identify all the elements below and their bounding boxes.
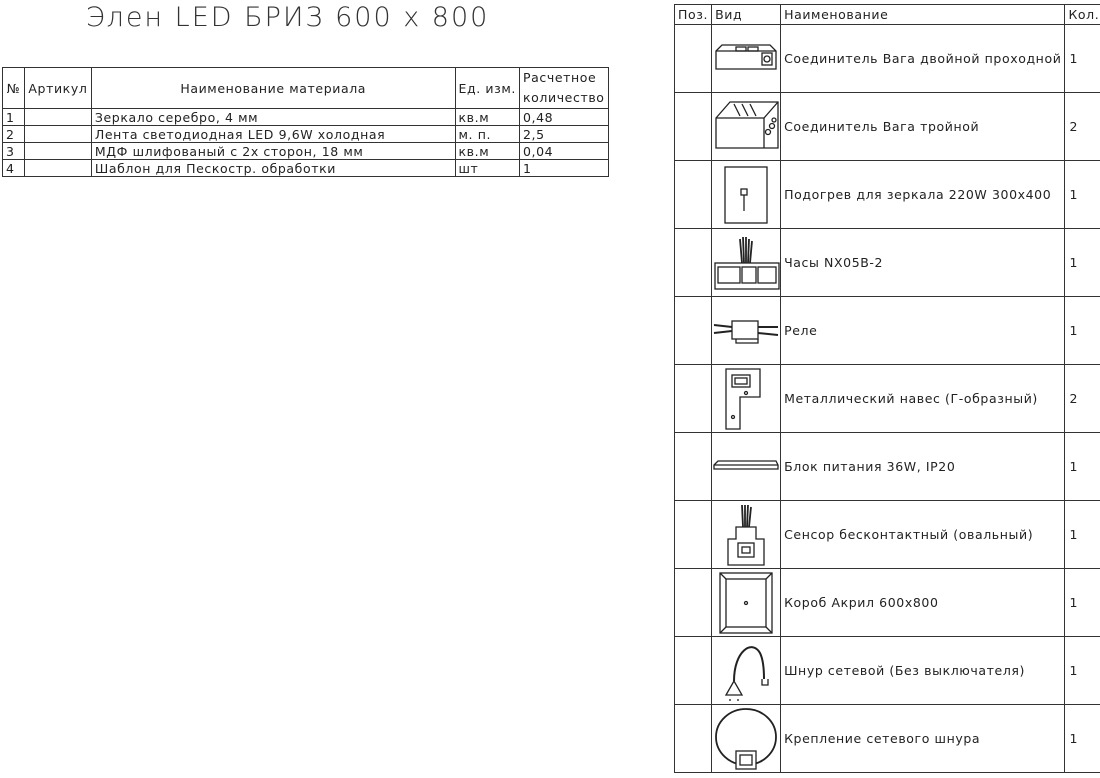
table-row: [675, 365, 1100, 433]
part-quantity: 2: [1065, 93, 1100, 161]
part-position: [675, 297, 712, 365]
part-name: Блок питания 36W, IP20: [781, 433, 1065, 501]
row-unit: кв.м: [455, 143, 519, 160]
part-quantity: 1: [1065, 297, 1100, 365]
row-material-name: Лента светодиодная LED 9,6W холодная: [91, 126, 455, 143]
row-article: [24, 126, 91, 143]
part-name: Часы NX05B-2: [781, 229, 1065, 297]
row-num: 4: [3, 160, 25, 177]
table-row: [675, 25, 1100, 93]
header-quantity-line2: количество: [522, 90, 605, 105]
part-quantity: 1: [1065, 25, 1100, 93]
part-name: Соединитель Вага тройной: [781, 93, 1065, 161]
part-name: Сенсор бесконтактный (овальный): [781, 501, 1065, 569]
part-quantity: 2: [1065, 365, 1100, 433]
part-quantity: 1: [1065, 161, 1100, 229]
power-supply-icon: [712, 437, 780, 497]
header-part-name: Наименование: [781, 5, 1065, 25]
touch-sensor-icon: [712, 503, 780, 567]
table-row: [675, 637, 1100, 705]
header-num: №: [3, 68, 25, 109]
header-position: Поз.: [675, 5, 712, 25]
part-name: Металлический навес (Г-образный): [781, 365, 1065, 433]
header-part-quantity: Кол.: [1065, 5, 1100, 25]
row-num: 1: [3, 109, 25, 126]
page-title: Элен LED БРИЗ 600 х 800: [85, 2, 490, 33]
row-num: 3: [3, 143, 25, 160]
part-position: [675, 365, 712, 433]
table-row: [3, 160, 609, 177]
row-article: [24, 143, 91, 160]
table-row: [3, 143, 609, 160]
metal-hanger-icon: [712, 367, 780, 431]
part-quantity: 1: [1065, 705, 1100, 773]
header-article: Артикул: [24, 68, 91, 109]
mirror-heater-icon: [712, 163, 780, 227]
part-name: Подогрев для зеркала 220W 300х400: [781, 161, 1065, 229]
relay-icon: [712, 301, 780, 361]
row-unit: кв.м: [455, 109, 519, 126]
part-position: [675, 161, 712, 229]
table-row: [3, 109, 609, 126]
part-quantity: 1: [1065, 433, 1100, 501]
row-article: [24, 109, 91, 126]
cord-clip-icon: [712, 707, 780, 771]
header-quantity-line1: Расчетное: [522, 70, 597, 85]
part-name: Крепление сетевого шнура: [781, 705, 1065, 773]
connector-double-icon: [712, 29, 780, 89]
table-row: [675, 501, 1100, 569]
parts-header-row: [675, 5, 1100, 25]
row-num: 2: [3, 126, 25, 143]
power-cord-icon: [712, 639, 780, 703]
header-view: Вид: [712, 5, 781, 25]
parts-table: [674, 4, 1100, 773]
row-quantity: 2,5: [519, 126, 608, 143]
part-position: [675, 229, 712, 297]
part-quantity: 1: [1065, 637, 1100, 705]
clock-icon: [712, 233, 780, 293]
table-row: [675, 705, 1100, 773]
part-name: Короб Акрил 600х800: [781, 569, 1065, 637]
part-position: [675, 569, 712, 637]
part-quantity: 1: [1065, 569, 1100, 637]
table-row: [675, 297, 1100, 365]
row-quantity: 1: [519, 160, 608, 177]
materials-header-row: [3, 68, 609, 109]
row-unit: шт: [455, 160, 519, 177]
part-quantity: 1: [1065, 501, 1100, 569]
part-position: [675, 637, 712, 705]
part-quantity: 1: [1065, 229, 1100, 297]
header-quantity: [519, 68, 608, 109]
part-name: Реле: [781, 297, 1065, 365]
header-unit: Ед. изм.: [455, 68, 519, 109]
table-row: [675, 93, 1100, 161]
part-position: [675, 93, 712, 161]
row-unit: м. п.: [455, 126, 519, 143]
row-quantity: 0,48: [519, 109, 608, 126]
header-material-name: Наименование материала: [91, 68, 455, 109]
part-name: Соединитель Вага двойной проходной: [781, 25, 1065, 93]
part-position: [675, 433, 712, 501]
table-row: [3, 126, 609, 143]
part-name: Шнур сетевой (Без выключателя): [781, 637, 1065, 705]
table-row: [675, 433, 1100, 501]
table-row: [675, 569, 1100, 637]
row-material-name: Зеркало серебро, 4 мм: [91, 109, 455, 126]
connector-triple-icon: [712, 96, 780, 158]
materials-table: [2, 67, 609, 177]
row-quantity: 0,04: [519, 143, 608, 160]
table-row: [675, 161, 1100, 229]
row-material-name: МДФ шлифованый с 2х сторон, 18 мм: [91, 143, 455, 160]
part-position: [675, 501, 712, 569]
row-material-name: Шаблон для Пескостр. обработки: [91, 160, 455, 177]
acrylic-box-icon: [712, 571, 780, 635]
part-position: [675, 705, 712, 773]
row-article: [24, 160, 91, 177]
part-position: [675, 25, 712, 93]
table-row: [675, 229, 1100, 297]
